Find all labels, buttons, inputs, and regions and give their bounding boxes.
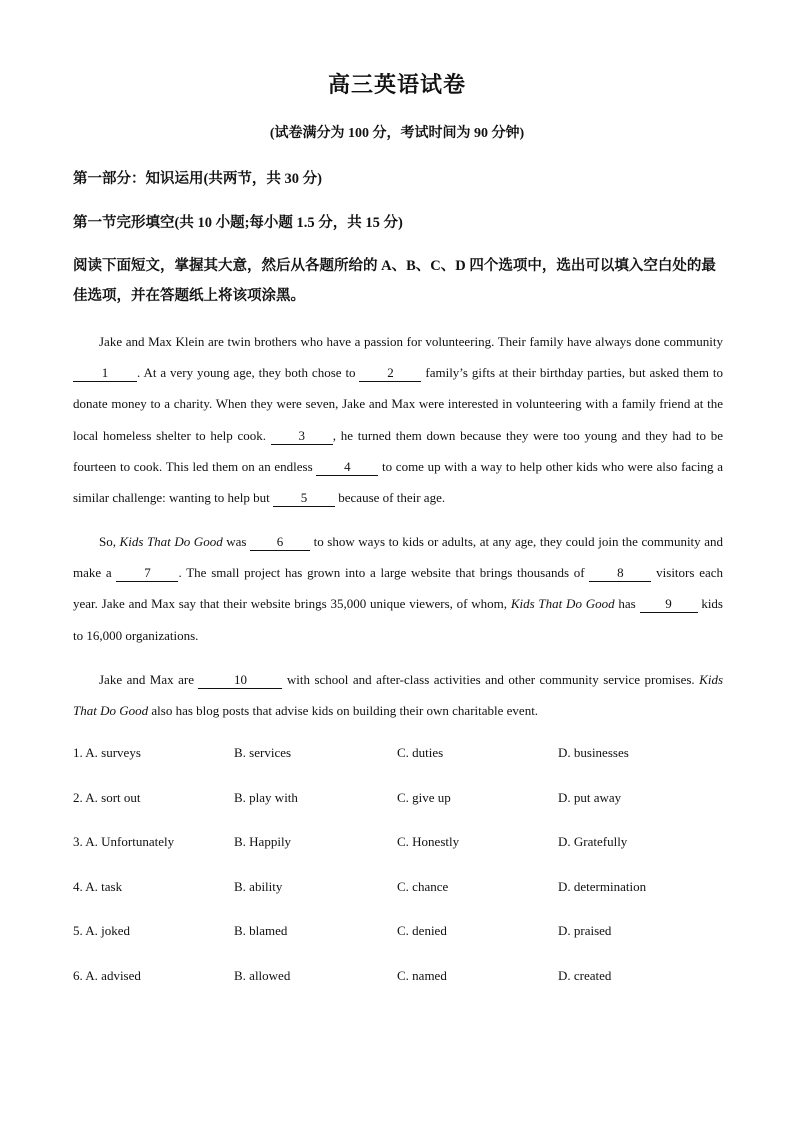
passage-text: to show ways to kids or adults, at any age, they could join the community and make a	[73, 534, 724, 581]
passage-text: because of their age.	[335, 490, 446, 506]
option-b: B. play with	[234, 789, 298, 805]
option-b: B. Happily	[234, 834, 292, 850]
website-name: Kids That Do Good	[73, 672, 723, 719]
option-a: 4. A. task	[73, 878, 123, 894]
passage-text: to come up with a way to help other kids who were also facing a similar challenge: wanting to help but	[73, 458, 723, 506]
answer-options	[73, 745, 733, 1013]
option-row	[73, 834, 733, 879]
option-b: B. allowed	[234, 967, 291, 983]
option-a: 2. A. sort out	[73, 789, 141, 805]
blank-7: 7	[116, 565, 178, 582]
passage-text: . At a very young age, they both chose to	[137, 365, 360, 381]
passage-text: has	[614, 596, 640, 612]
option-d: D. put away	[558, 789, 622, 805]
blank-10: 10	[198, 672, 282, 689]
option-row	[73, 745, 733, 790]
option-row	[73, 790, 733, 835]
passage-paragraph-2	[73, 526, 723, 651]
passage-text: kids to 16,000 organizations.	[73, 596, 723, 643]
blank-2: 2	[359, 365, 421, 382]
option-a: 5. A. joked	[73, 923, 131, 939]
exam-subtitle: (试卷满分为 100 分，考试时间为 90 分钟)	[269, 126, 525, 141]
option-b: B. ability	[234, 878, 283, 894]
section-one-heading: 第一节完形填空(共 10 小题;每小题 1.5 分，共 15 分)	[73, 215, 403, 231]
part-one-heading: 第一部分：知识运用(共两节，共 30 分)	[73, 171, 322, 187]
blank-5: 5	[273, 490, 335, 507]
option-c: C. duties	[397, 745, 444, 760]
option-c: C. Honestly	[397, 834, 460, 850]
blank-9: 9	[640, 596, 698, 613]
option-b: B. blamed	[234, 923, 288, 939]
passage-text: visitors each year. Jake and Max say that their website brings 35,000 unique viewers, of whom,	[73, 565, 724, 612]
option-a: 1. A. surveys	[73, 745, 141, 760]
passage-text: also has blog posts that advise kids on building their own charitable event.	[148, 703, 539, 719]
option-a: 6. A. advised	[73, 967, 141, 983]
option-c: C. chance	[397, 878, 449, 894]
passage-text: family’s gifts at their birthday parties, but asked them to donate money to a charity. When they were seven, Jake and Max were interested in volunteering with a family friend at the local homeless shelter to help cook.	[73, 365, 723, 443]
blank-4: 4	[316, 459, 378, 476]
page-title: 高三英语试卷	[327, 72, 466, 97]
passage-text: . The small project has grown into a large website that brings thousands of	[178, 565, 590, 581]
option-a: 3. A. Unfortunately	[73, 834, 175, 850]
option-d: D. created	[558, 967, 612, 983]
option-d: D. businesses	[558, 745, 629, 760]
passage-text: Jake and Max are	[99, 672, 199, 687]
option-row	[73, 968, 733, 1013]
passage-paragraph-1	[73, 326, 723, 513]
option-d: D. praised	[558, 923, 612, 939]
blank-3: 3	[271, 428, 333, 445]
blank-6: 6	[250, 534, 310, 551]
passage-text: Jake and Max Klein are twin brothers who have a passion for volunteering. Their family have always done community	[99, 334, 723, 349]
option-c: C. give up	[397, 789, 451, 805]
passage-paragraph-3	[73, 664, 723, 726]
option-d: D. determination	[558, 878, 647, 894]
blank-1: 1	[73, 365, 137, 382]
website-name: Kids That Do Good	[119, 534, 223, 549]
option-c: C. named	[397, 967, 447, 983]
passage-text: , he turned them down because they were too young and they had to be fourteen to cook. This led them on an endless	[73, 427, 724, 474]
option-b: B. services	[234, 745, 292, 760]
website-name: Kids That Do Good	[510, 596, 615, 612]
passage-text: So,	[99, 534, 120, 549]
option-row	[73, 879, 733, 924]
option-row	[73, 923, 733, 968]
instructions: 阅读下面短文，掌握其大意，然后从各题所给的 A、B、C、D 四个选项中，选出可以填入空白处的最佳选项，并在答题纸上将该项涂黑。	[73, 258, 716, 304]
blank-8: 8	[589, 565, 651, 582]
option-c: C. denied	[397, 923, 447, 939]
option-d: D. Gratefully	[558, 834, 628, 850]
passage-text: with school and after-class activities and other community service promises.	[282, 672, 700, 687]
passage-text: was	[222, 534, 251, 549]
